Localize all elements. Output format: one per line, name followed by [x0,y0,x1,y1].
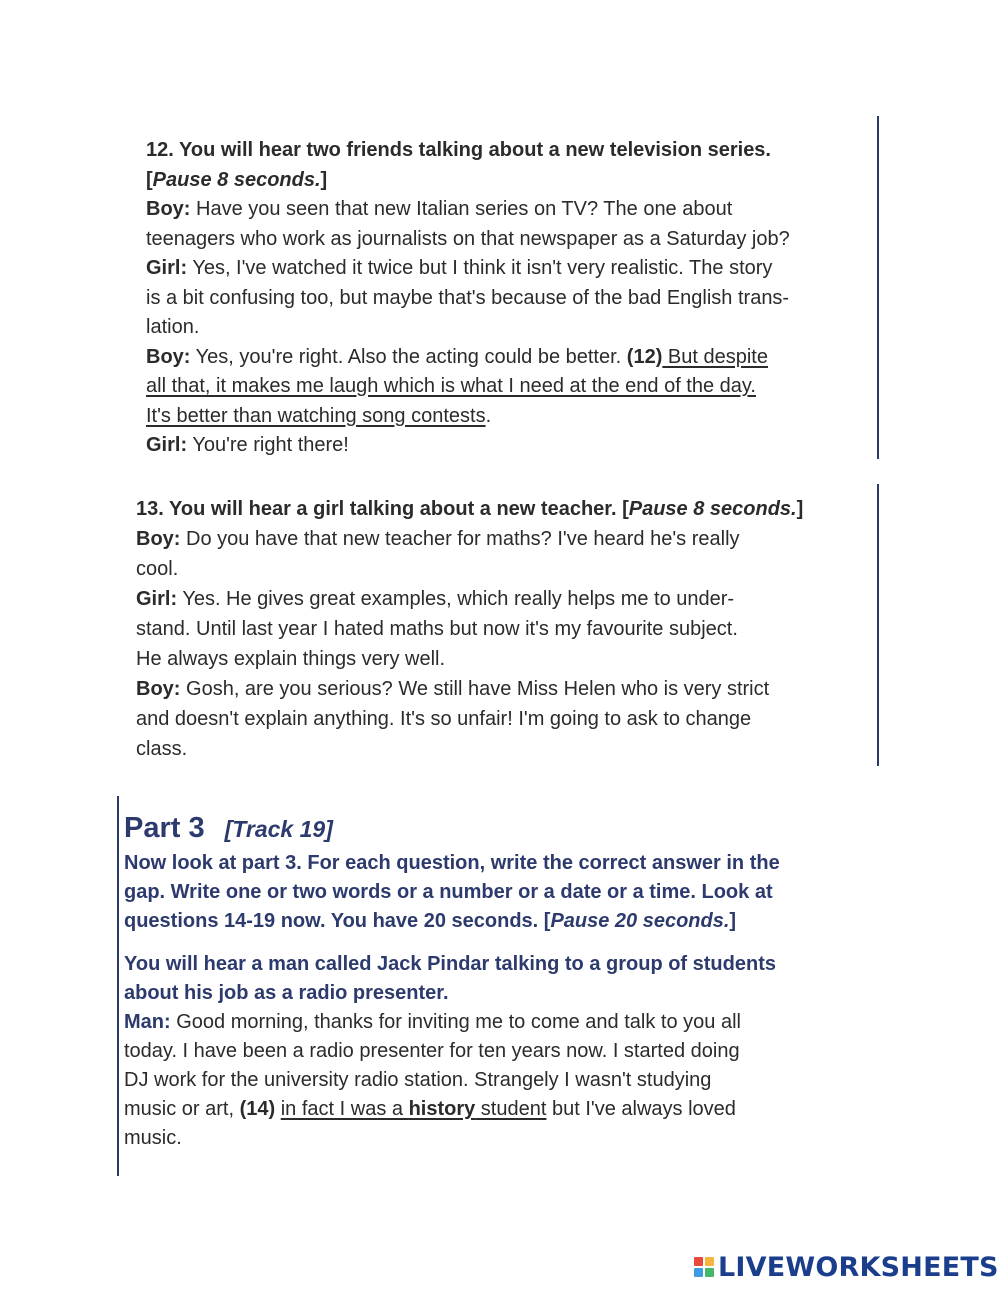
dialogue-line [146,372,876,402]
dialogue-line: Girl: Yes. He gives great examples, which really helps me to under- [136,588,735,610]
answer-evidence: in fact I was a [280,1098,409,1120]
dialogue-line: He always explain things very well. [136,648,446,670]
instruction-line: Now look at part 3. For each question, write the correct answer in the [124,852,780,874]
section-13-border [877,484,879,766]
monologue-line: today. I have been a radio presenter for ten years now. I started doing [124,1040,740,1062]
monologue-line: music. [124,1127,182,1149]
track-label: [Track 19] [224,816,333,842]
intro-line: about his job as a radio presenter. [124,982,449,1004]
part-3-title: Part 3 [Track 19] [124,812,333,844]
dialogue-line: stand. Until last year I hated maths but now it's my favourite subject. [136,618,738,640]
dialogue-line: Boy: Yes, you're right. Also the acting could be better. (12) But despite [146,345,768,368]
section-12 [146,136,876,461]
answer-evidence: all that, it makes me laugh which is what I need at the end of the day. [146,375,756,397]
monologue-line: Man: Good morning, thanks for inviting me to come and talk to you all [124,1011,741,1033]
section-13 [136,494,876,764]
liveworksheets-logo[interactable] [694,1250,999,1284]
monologue-line: music or art, (14) in fact I was a history student but I've always loved [124,1098,736,1120]
part-3-border [117,796,119,1176]
section-13-heading: 13. You will hear a girl talking about a new teacher. [Pause 8 seconds.] [136,498,804,520]
dialogue-line: Girl: Yes, I've watched it twice but I think it isn't very realistic. The story [146,257,773,279]
instruction-line: questions 14-19 now. You have 20 seconds. [Pause 20 seconds.] [124,910,737,932]
answer-evidence: But despite [662,345,768,368]
dialogue-line: Girl: You're right there! [146,434,349,456]
answer-marker-12: (12) [626,345,663,368]
intro-line: You will hear a man called Jack Pindar talking to a group of students [124,953,776,975]
dialogue-line: is a bit confusing too, but maybe that's because of the bad English trans- [146,286,790,309]
monologue-line: DJ work for the university radio station. Strangely I wasn't studying [124,1069,712,1091]
answer-word: history [408,1098,476,1120]
dialogue-line: class. [136,738,188,760]
dialogue-line: and doesn't explain anything. It's so unfair! I'm going to ask to change [136,708,752,730]
part-3 [124,808,884,1153]
logo-icon [694,1257,714,1277]
section-12-heading: 12. You will hear two friends talking about a new television series. [146,139,771,161]
dialogue-line: Boy: Do you have that new teacher for maths? I've heard he's really [136,528,740,550]
dialogue-line: cool. [136,558,179,580]
section-12-border [877,116,879,459]
dialogue-line: Boy: Have you seen that new Italian series on TV? The one about [146,198,733,220]
answer-evidence: student [475,1098,547,1120]
section-12-pause: [Pause 8 seconds.] [146,168,328,191]
dialogue-line: Boy: Gosh, are you serious? We still have Miss Helen who is very strict [136,678,770,700]
dialogue-line: teenagers who work as journalists on that newspaper as a Saturday job? [146,227,790,250]
answer-evidence: It's better than watching song contests [146,404,486,427]
logo-text: LIVEWORKSHEETS [718,1251,999,1283]
dialogue-line: lation. [146,316,200,338]
instruction-line: gap. Write one or two words or a number or a date or a time. Look at [124,881,773,903]
dialogue-line: It's better than watching song contests. [146,404,492,427]
answer-marker-14: (14) [239,1098,276,1120]
